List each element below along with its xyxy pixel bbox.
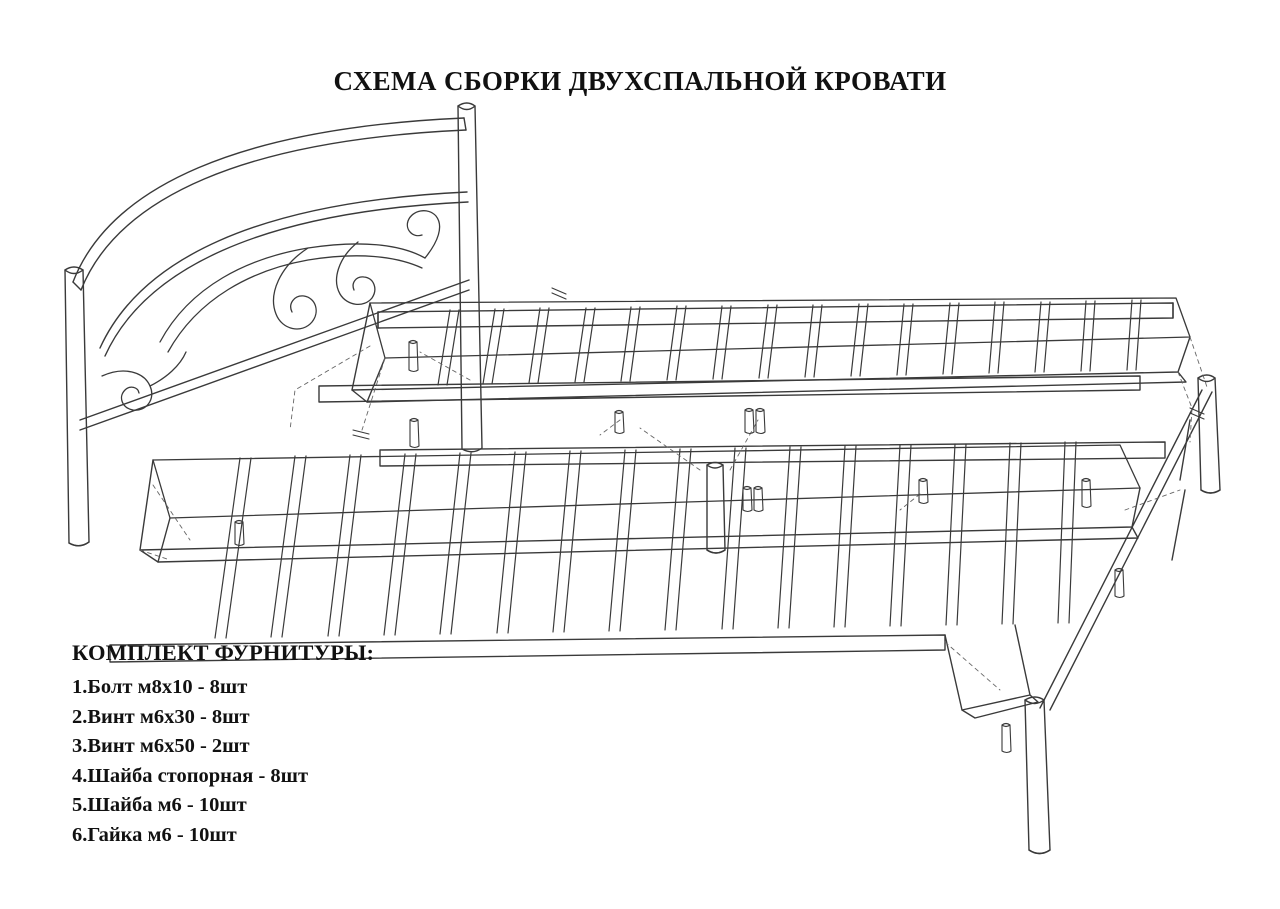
headboard-left-post [65, 267, 89, 546]
headboard-inner-arch [100, 192, 468, 356]
center-support-leg [707, 463, 725, 554]
list-item: 5.Шайба м6 - 10шт [72, 794, 247, 816]
fastener-bolt [409, 341, 418, 372]
parts-kit-heading: КОМПЛЕКТ ФУРНИТУРЫ: [72, 640, 375, 665]
parts-kit-list [72, 640, 542, 850]
list-item: 6.Гайка м6 - 10шт [72, 823, 237, 846]
fastener-bolt [743, 487, 752, 512]
headboard-group [65, 103, 482, 546]
headboard-scrollwork [102, 211, 440, 411]
fastener-bolt [615, 411, 624, 434]
slat-frame-upper [319, 298, 1190, 402]
headboard-arch [73, 118, 466, 290]
list-item: 3.Винт м6х50 - 2шт [72, 735, 250, 757]
fastener-bolt [410, 419, 419, 448]
leg-front-right [1025, 697, 1050, 854]
fastener-screw [353, 430, 369, 439]
fastener-screw [552, 288, 566, 299]
page-title: СХЕМА СБОРКИ ДВУХСПАЛЬНОЙ КРОВАТИ [333, 66, 947, 97]
slat-group-lower [215, 442, 1076, 638]
fastener-bolt [1002, 724, 1011, 753]
list-item: 4.Шайба стопорная - 8шт [72, 764, 309, 787]
slat-group-upper [438, 300, 1141, 385]
fastener-bolt [1082, 479, 1091, 508]
fastener-bolt [745, 409, 754, 434]
fastener-bolt [754, 487, 763, 512]
list-item: 2.Винт м6х30 - 8шт [72, 705, 250, 728]
footboard-group [1025, 375, 1220, 854]
list-item: 1.Болт м8х10 - 8шт [72, 676, 248, 698]
fastener-bolt [919, 479, 928, 504]
parts-kit-items [72, 673, 542, 850]
